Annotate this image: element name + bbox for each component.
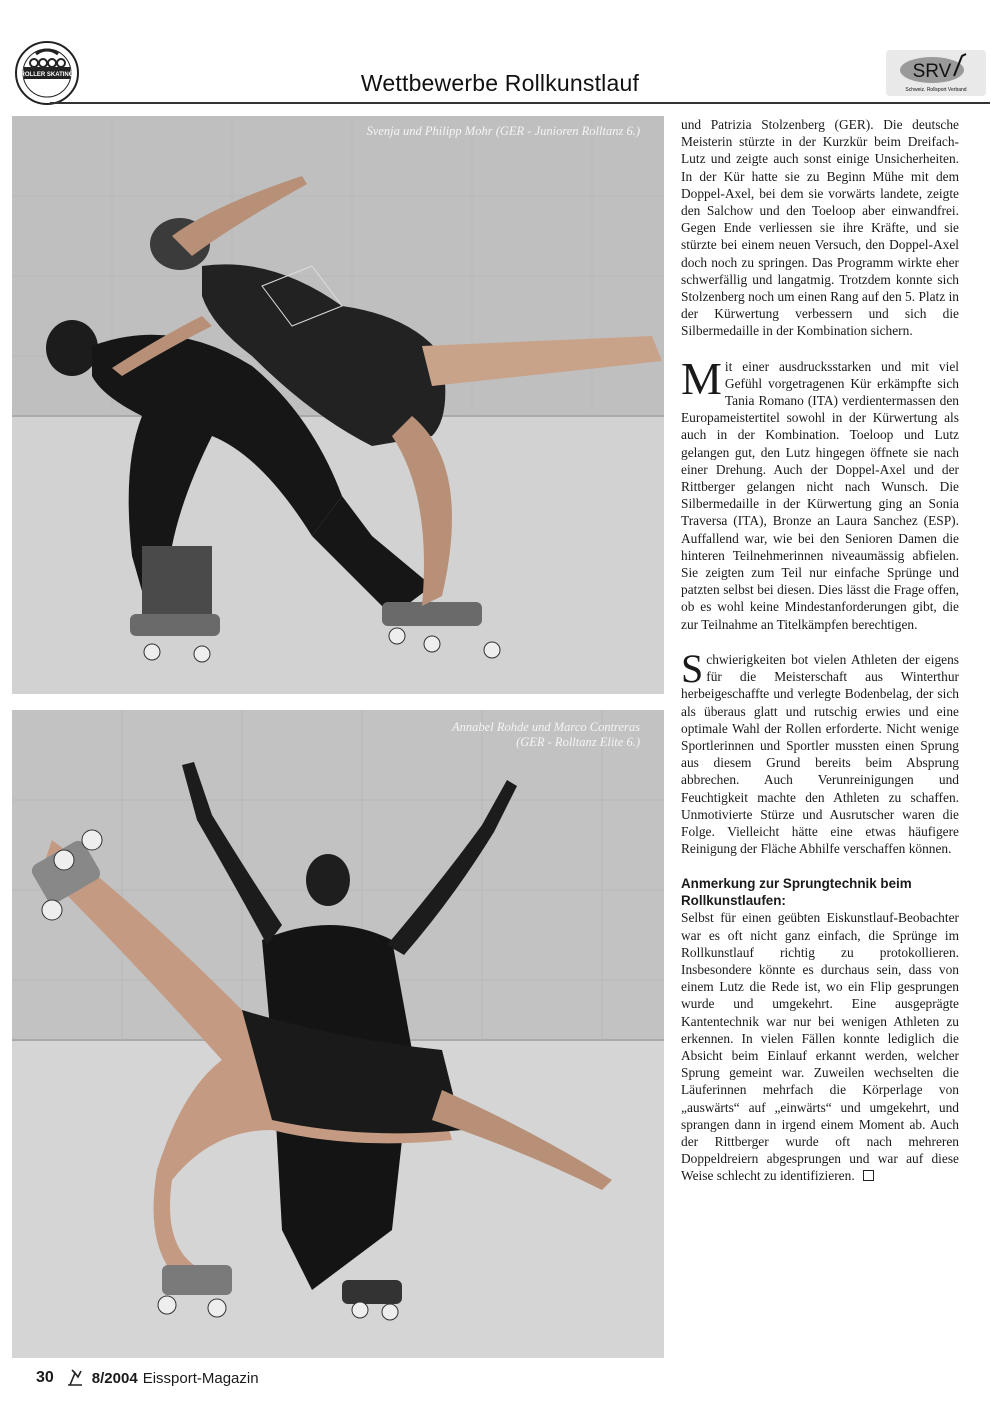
photo-caption-2-line1: Annabel Rohde und Marco Contreras — [452, 720, 640, 734]
dropcap-s: S — [681, 645, 704, 691]
srv-logo-icon — [886, 50, 986, 96]
page-number: 30 — [36, 1369, 54, 1386]
photo-caption-1: Svenja und Philipp Mohr (GER - Junioren Rolltanz 6.) — [366, 124, 640, 138]
article-paragraph-4 — [681, 909, 959, 1184]
photo-caption-2-line2: (GER - Rolltanz Elite 6.) — [516, 735, 640, 749]
article-column — [681, 116, 959, 1185]
roller-skating-emblem-icon — [14, 40, 80, 106]
roller-skating-logo — [14, 40, 80, 106]
skater-icon — [64, 1367, 86, 1389]
article-paragraph-4-text: Selbst für einen geübten Eiskunstlauf-Beobachter war es oft nicht ganz einfach, die Sprünge im Rollkunstlauf richtig zu protokollieren. Insbesondere könnte es durchaus sein, dass von einem Lutz die Rede ist, wo ein Flip gesprungen wurde und umgekehrt. Eine ausgeprägte Kantentechnik war nur bei wenigen Athleten zu erkennen. In vielen Fällen konnte lediglich die Absicht beim Einlauf erkannt werden, welcher Sprung gemeint war. Zuweilen wechselten die Läuferinnen mehrfach die Körperlage von „auswärts“ auf „einwärts“ und umgekehrt, und sprangen dann in irgend einem Moment ab. Auch der Rittberger wurde oft nach mehreren Doppeldreiern abgesprungen und war auf diese Weise schlecht zu identifizieren. — [681, 910, 959, 1184]
article-subheading: Anmerkung zur Sprungtechnik beim Rollkunstlaufen: — [681, 876, 912, 909]
article-paragraph-3 — [681, 645, 959, 857]
magazine-name: Eissport-Magazin — [142, 1369, 259, 1387]
photo-rohde-contreras — [12, 710, 664, 1358]
article-paragraph-3-text: chwierigkeiten bot vielen Athleten der eigens für die Meisterschaft aus Winterthur herbeigeschaffte und verlegte Bodenbelag, der sich als überaus glatt und rutschig erwies und eine optimale Wahl der Rollen erforderte. Nicht wenige Sportlerinnen und Sportler mussten einen Sprung aus diesem Grund bereits beim Absprung abbrechen. Auch Verunreinigungen und Feuchtigkeit machte den Athleten zu schaffen. Unmotivierte Stürze und Ausrutscher waren die Folge. Vielleicht hätte eine etwas häufigere Reinigung der Fläche Abhilfe verschaffen können. — [681, 651, 959, 857]
header-rule — [50, 102, 990, 104]
svg-text:SRV: SRV — [912, 61, 952, 82]
dropcap-m: M — [681, 352, 722, 404]
issue-number: 8/2004 — [91, 1369, 138, 1387]
page-title: Wettbewerbe Rollkunstlauf — [360, 70, 640, 96]
svg-text:Schweiz. Rollsport Verband: Schweiz. Rollsport Verband — [905, 87, 967, 93]
pair-skating-photo-2 — [12, 710, 664, 1358]
pair-skating-photo-1 — [12, 116, 664, 694]
article-paragraph-2-text: it einer ausdrucksstarken und mit viel Gefühl vorgetragenen Kür erkämpfte sich Tania Romano (ITA) verdientermassen den Europameistertitel sowohl in der Kürwertung als auch in der Kombination. Toeloop und Lutz gelangen gut, den Lutz hingegen öffnete sie nach einer Drehung. Auch der Doppel-Axel und der Rittberger gelangen nicht nach Wunsch. Die Silbermedaille in der Kürwertung ging an Sonia Traversa (ITA), Bronze an Laura Sanchez (ESP). Auffallend war, wie bei den Senioren Damen die hinteren Teilnehmerinnen niveaumässig abfielen. Sie zeigten zum Teil nur einfache Sprünge und patzten selbst bei diesen. Dies lässt die Frage offen, ob es wohl keine Mindestanforderungen gibt, die zur Teilnahme an Titelkämpfen berechtigen. — [681, 358, 959, 632]
article-paragraph-2 — [681, 352, 959, 633]
srv-logo — [886, 50, 986, 96]
article-paragraph-1: und Patrizia Stolzenberg (GER). Die deutsche Meisterin stürzte in der Kurzkür beim Dreifach-Lutz und zeigte auch sonst einige Unsicherheiten. In der Kür hatte sie zu Beginn Mühe mit dem Doppel-Axel, bei dem sie vorwärts landete, zeigte den Salchow und den Toeloop aber einwandfrei. Gegen Ende verliessen sie ihre Kräfte, und sie stürzte bei einem neuen Versuch, den Doppel-Axel doch noch zu springen. Das Programm wirkte eher schwerfällig und langatmig. Trotzdem konnte sich Stolzenberg noch um einen Rang auf den 5. Platz in der Kürwertung verbessern und sich die Silbermedaille in der Kombination sichern. — [681, 117, 959, 339]
end-of-article-icon — [863, 1170, 874, 1181]
photo-mohr-pair — [12, 116, 664, 694]
page-footer — [36, 1366, 259, 1390]
svg-text:ROLLER SKATING: ROLLER SKATING — [20, 72, 74, 78]
photo-caption-2 — [452, 720, 640, 750]
